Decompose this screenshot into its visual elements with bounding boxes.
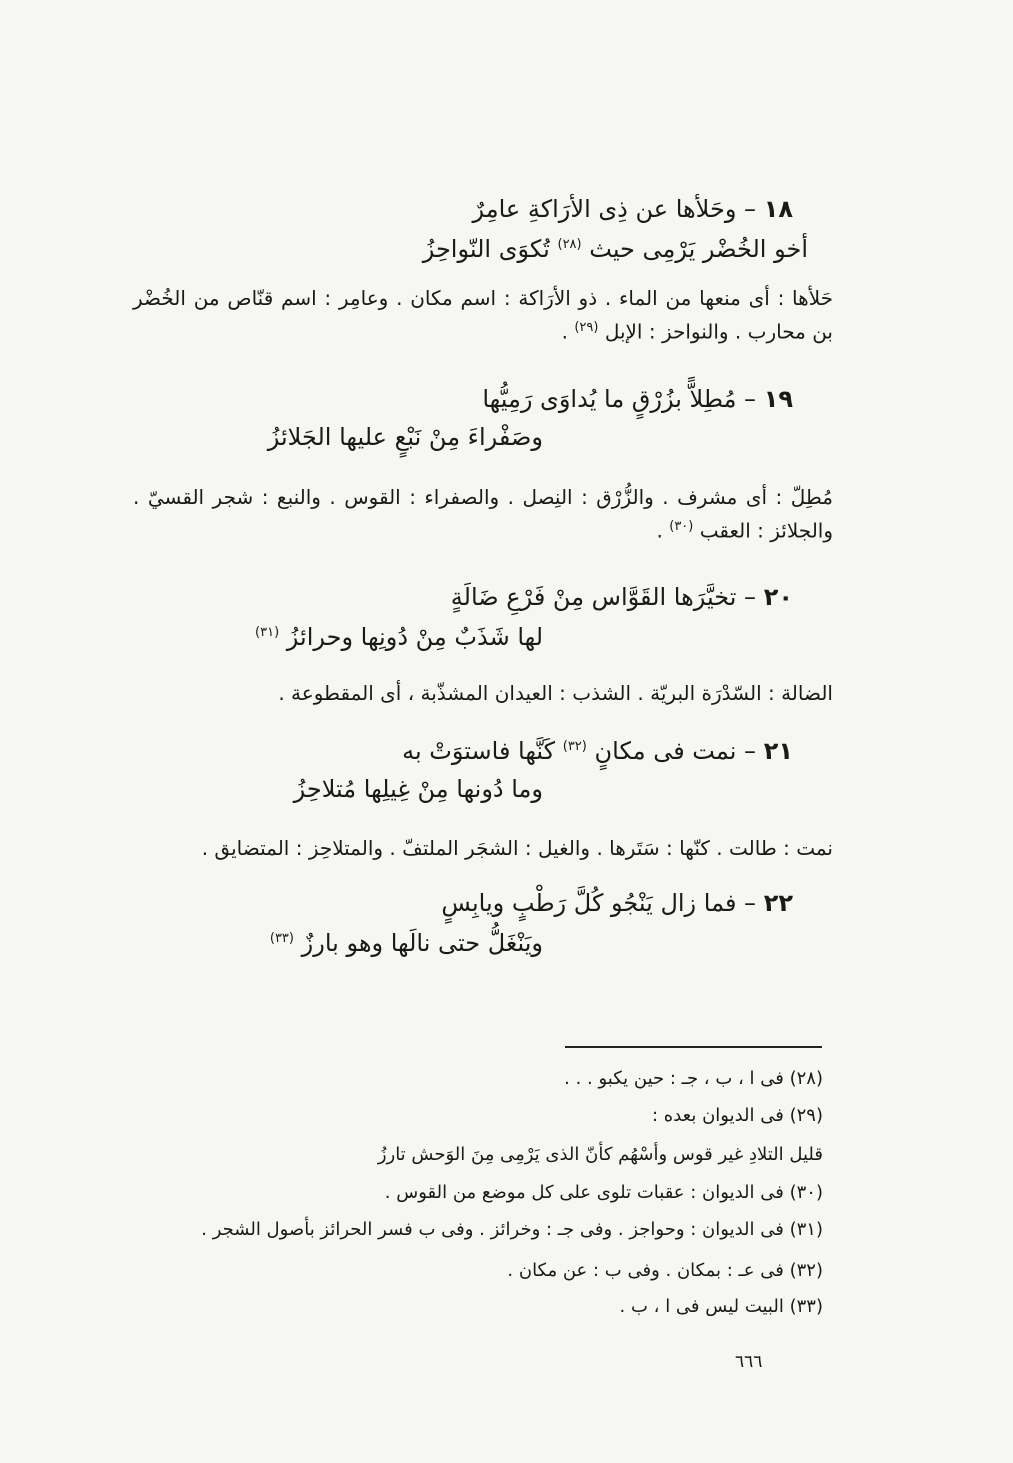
footnote-marker: (٣١) — [255, 625, 280, 640]
footnote-33 — [620, 1294, 823, 1320]
verse-text: وحَلأها عن ذِى الأرَاكةِ عامِرٌ — [472, 195, 737, 223]
verse-22-second-hemistich: ويَنْغَلُّ حتى نالَها وهو بارزٌ $^{(٣٣)}$ — [269, 929, 543, 957]
footnote-text: فى عـ : بمكان . وفى ب : عن مكان . — [507, 1260, 784, 1281]
footnote-marker: (٣٣) — [269, 931, 294, 946]
footnote-marker: (٢٨) — [557, 237, 582, 252]
verse-22-first-hemistich: ٢٢ – فما زال يَنْجُو كُلَّ رَطْبٍ ويابِسٍ — [441, 889, 793, 917]
verse-text: تخيَّرَها القَوَّاس مِنْ فَرْعِ ضَالَةٍ — [450, 583, 737, 611]
verse-21-gloss: نمت : طالت . كنّها : سَتَرها . والغيل : الشجَر الملتفّ . والمتلاحِز : المتضايق . — [201, 836, 833, 860]
verse-21-first-hemistich: ٢١ – نمت فى مكانٍ $^{(٣٢)}$ كَنَّها فاستوَتْ به — [402, 737, 793, 765]
footnote-31 — [201, 1217, 823, 1243]
verse-19-second-hemistich: وصَفْراءَ مِنْ نَبْعٍ عليها الجَلائزُ — [267, 423, 543, 451]
footnote-29-verse — [378, 1142, 823, 1168]
verse-20-first-hemistich: ٢٠ – تخيَّرَها القَوَّاس مِنْ فَرْعِ ضَالَةٍ — [450, 583, 793, 611]
verse-18-first-hemistich: ١٨ – وحَلأها عن ذِى الأرَاكةِ عامِرٌ — [472, 195, 793, 223]
footnote-text: فى الديوان : وحواجز . وفى جـ : وخرائز . وفى ب فسر الحرائز بأصول الشجر . — [201, 1219, 784, 1240]
footnote-text: فى الديوان : عقبات تلوى على كل موضع من القوس . — [384, 1182, 784, 1203]
footnote-29 — [652, 1103, 823, 1129]
footnote-label: (٣١) — [789, 1219, 823, 1240]
footnote-30 — [385, 1180, 823, 1206]
verse-text: مُطِلاًّ بزُرْقٍ ما يُداوَى رَمِيُّها — [482, 385, 737, 413]
verse-18-second-hemistich: أخو الخُضْر يَرْمِى حيث $^{(٢٨)}$ تُكوَى النّواحِزُ — [422, 235, 808, 263]
footnote-label: (٣٠) — [789, 1182, 823, 1203]
verse-text: فما زال يَنْجُو كُلَّ رَطْبٍ ويابِسٍ — [441, 889, 737, 917]
footnote-text: فى ا ، ب ، جـ : حين يكبو . . . — [564, 1068, 784, 1089]
verse-20-second-hemistich: لها شَذَبٌ مِنْ دُونِها وحرائزُ $^{(٣١)}$ — [255, 623, 543, 651]
footnote-marker: (٢٩) — [574, 320, 599, 335]
footnote-label: (٣٣) — [789, 1296, 823, 1317]
verse-21-second-hemistich: وما دُونها مِنْ غِيلِها مُتلاحِزُ — [293, 775, 543, 803]
verse-19-gloss: مُطِلّ : أى مشرف . والزُّرْق : النِصل . والصفراء : القوس . والنبع : شجر القسيّ . والجلائز : العقب $^{(٣٠)}$ . — [133, 485, 833, 543]
verse-19-first-hemistich: ١٩ – مُطِلاًّ بزُرْقٍ ما يُداوَى رَمِيُّها — [482, 385, 793, 413]
footnote-text: البيت ليس فى ا ، ب . — [619, 1296, 784, 1317]
verse-number: ٢٠ — [763, 583, 793, 611]
footnote-28 — [564, 1066, 823, 1092]
footnote-text: قليل التلادِ غير قوس وأسْهُم كأنّ الذى يَرْمِى مِنَ الوَحش تارزُ — [377, 1144, 823, 1165]
footnote-label: (٢٩) — [789, 1105, 823, 1126]
verse-number: ١٩ — [763, 385, 793, 413]
verse-18-gloss: حَلأها : أى منعها من الماء . ذو الأرَاكة : اسم مكان . وعامِر : اسم قنّاص من الخُضْر بن محارب . والنواحز : الإبل $^{(٢٩)}$ . — [133, 286, 833, 344]
footnote-label: (٢٨) — [789, 1068, 823, 1089]
footnote-marker: (٣٠) — [669, 519, 694, 534]
footnote-separator — [565, 1046, 822, 1048]
verse-number: ٢١ — [763, 737, 793, 765]
footnote-text: فى الديوان بعده : — [651, 1105, 784, 1126]
verse-20-gloss: الضالة : السّدْرَة البريّة . الشذب : العيدان المشذّبة ، أى المقطوعة . — [278, 681, 833, 705]
verse-number: ٢٢ — [763, 889, 793, 917]
footnote-label: (٣٢) — [789, 1260, 823, 1281]
page-number: ٦٦٦ — [735, 1352, 763, 1372]
footnote-32 — [507, 1258, 823, 1284]
verse-number: ١٨ — [763, 195, 793, 223]
footnote-marker: (٣٢) — [562, 739, 587, 754]
